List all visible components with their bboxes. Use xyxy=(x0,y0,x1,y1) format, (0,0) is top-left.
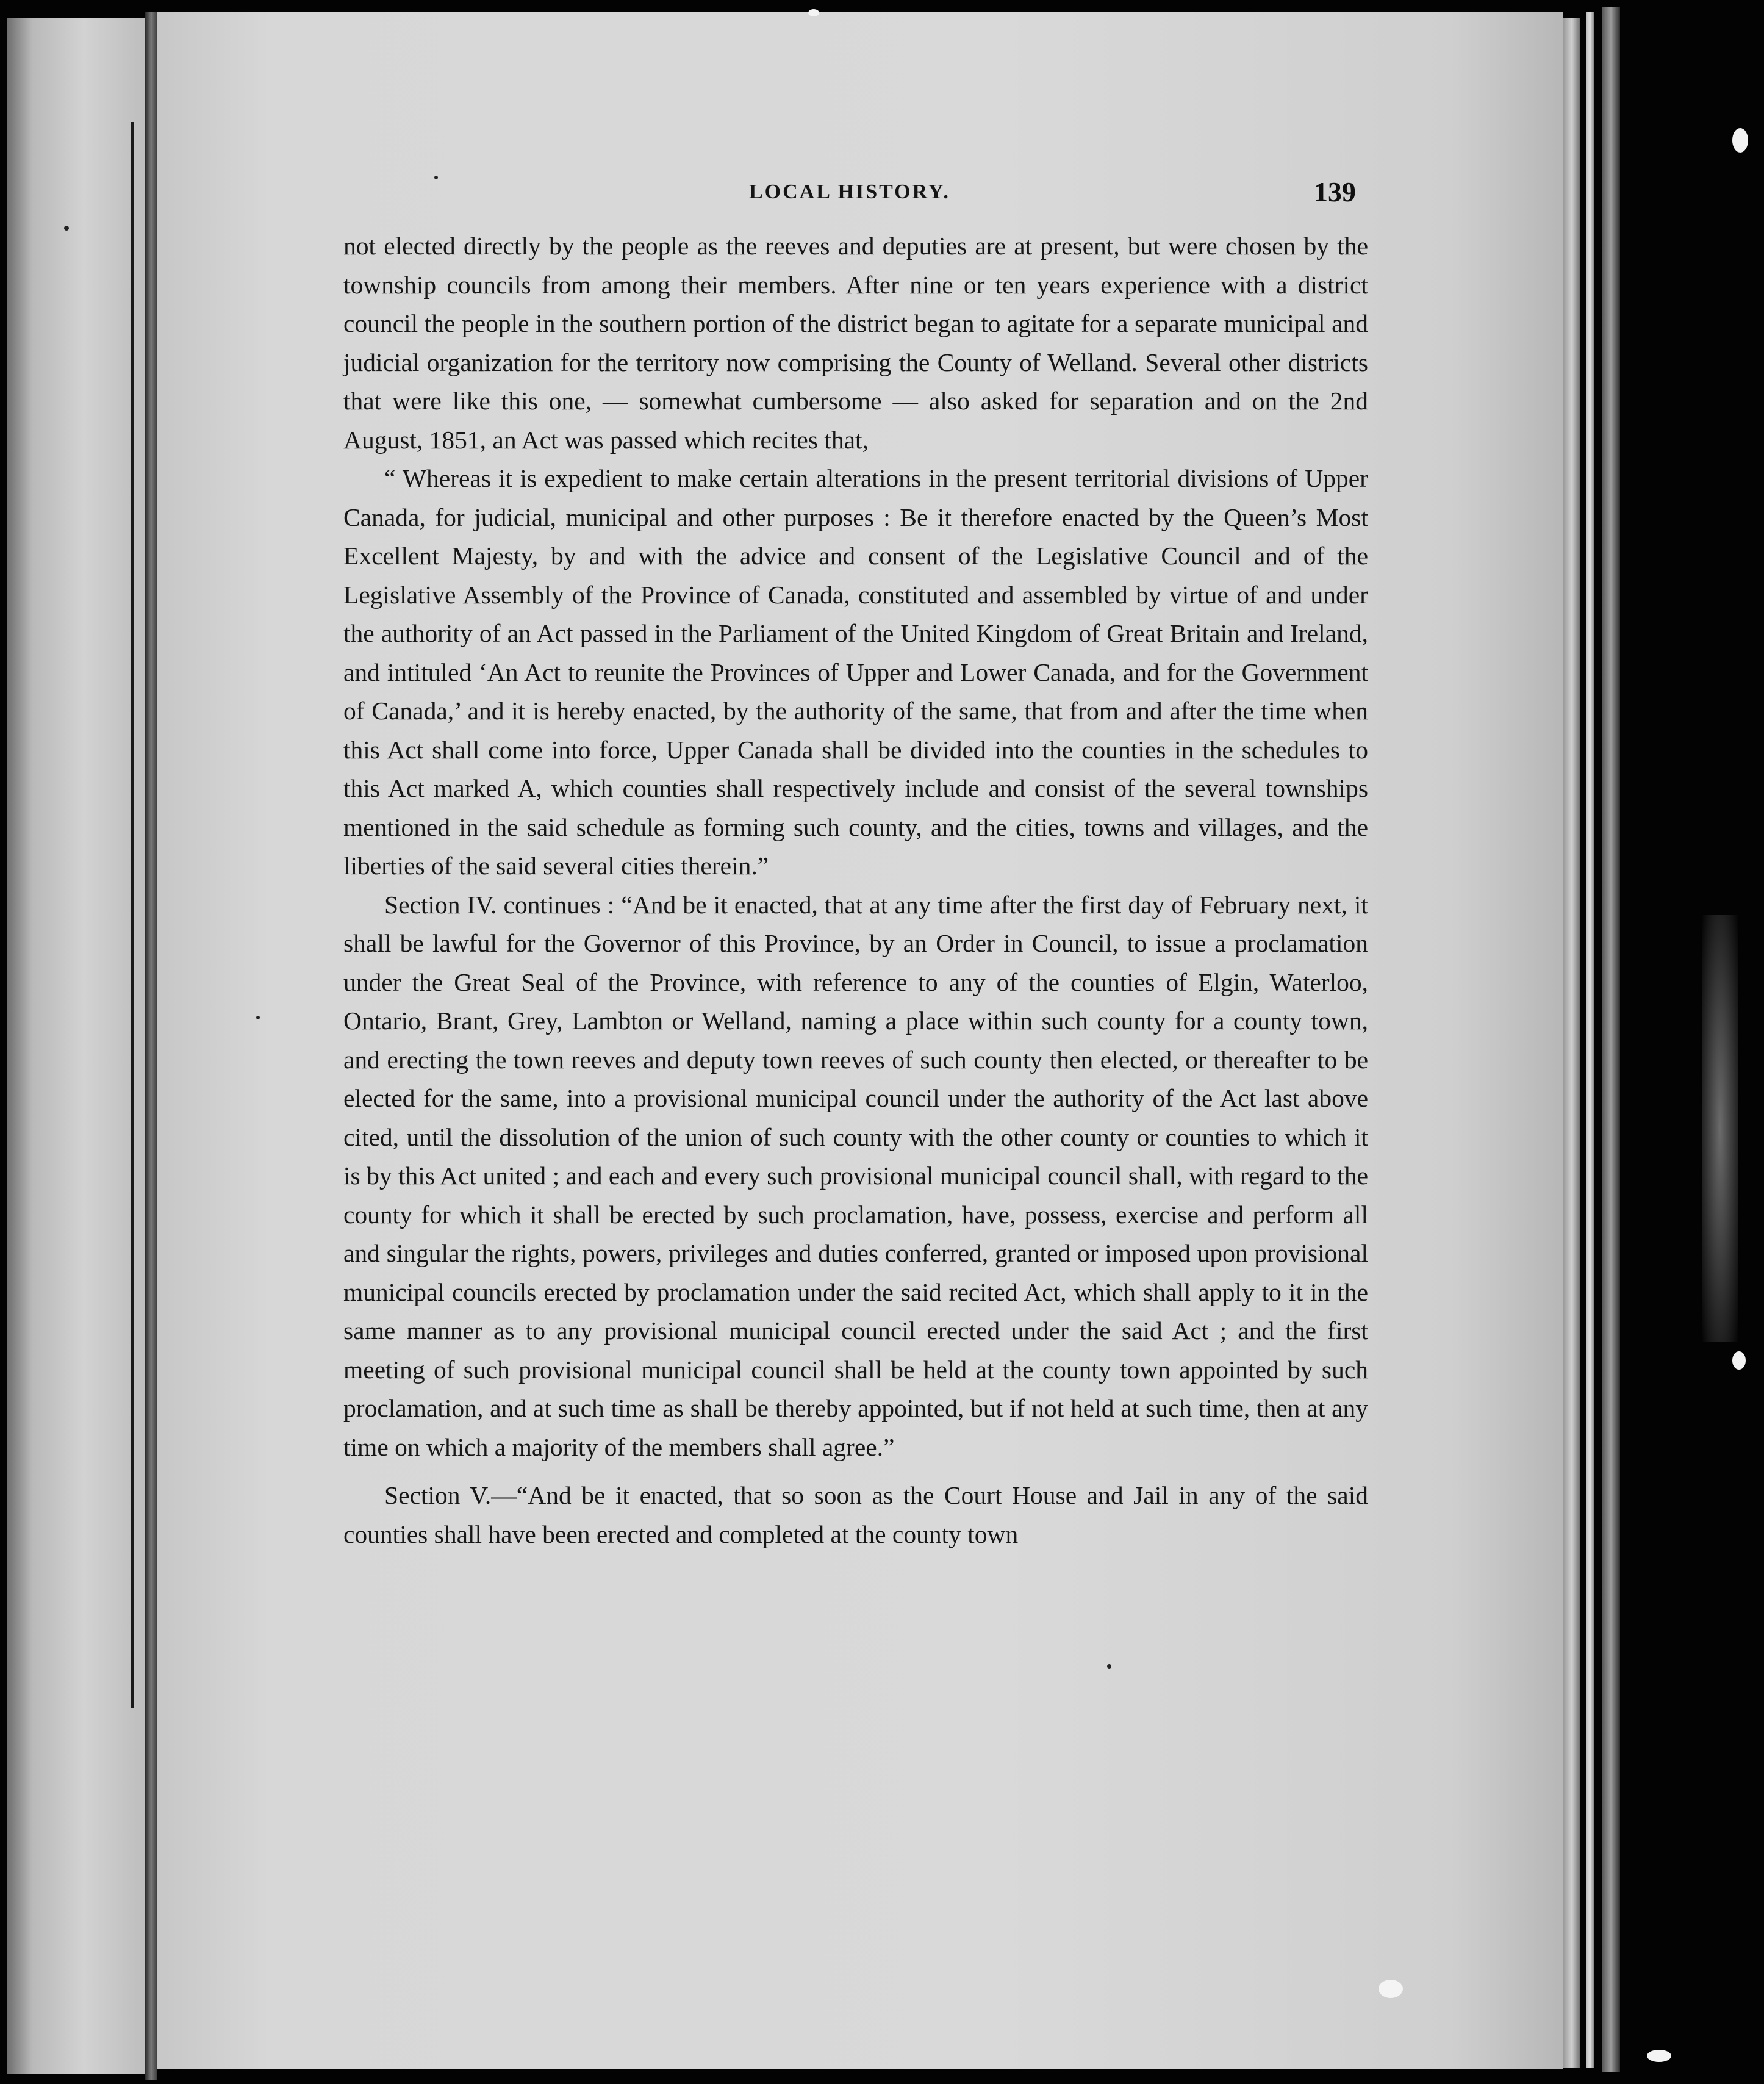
scan-stain xyxy=(1702,915,1738,1342)
scan-speck xyxy=(1107,1664,1111,1669)
binding-shadow xyxy=(131,122,134,1708)
scan-speck xyxy=(1379,1980,1403,1998)
scan-speck xyxy=(64,226,69,231)
book-gutter xyxy=(145,12,157,2080)
scan-speck xyxy=(808,9,819,16)
cover-edge xyxy=(1602,7,1620,2072)
page-header xyxy=(343,176,1368,218)
paragraph: not elected directly by the people as the reeves and deputies are at present, but were chosen by the township councils from among their members. After nine or ten years experience with a district council the people in the southern portion of the district began to agitate for a separate municipal and judicial organization for the territory now comprising the County of Welland. Several other districts that were like this one, — somewhat cumbersome — also asked for separation and on the 2nd August, 1851, an Act was passed which recites that, xyxy=(343,232,1368,454)
paragraph-section-v: Section V.—“And be it enacted, that so soon as the Court House and Jail in any of the said counties shall have been erected and completed at the county town xyxy=(343,1481,1368,1548)
facing-page-edge xyxy=(7,18,146,2074)
scan-speck xyxy=(256,1016,260,1019)
page-edge xyxy=(1563,18,1580,2068)
page-number: 139 xyxy=(1314,176,1356,207)
running-head: LOCAL HISTORY. xyxy=(749,181,950,203)
paragraph-act-quotation: “ Whereas it is expedient to make certain alterations in the present territorial divisions of Upper Canada, for judicial, municipal and other purposes : Be it therefore enacted by the Queen’s Most Excellent Majesty, by and with the advice and consent of the Legislative Council and of the Legislative Assembly of the Province of Canada, constituted and assembled by virtue of and under the authority of an Act passed in the Parliament of the United Kingdom of Great Britain and Ireland, and intituled ‘An Act to reunite the Provinces of Upper and Lower Canada, and for the Government of Canada,’ and it is hereby enacted, by the authority of the same, that from and after the time when this Act shall come into force, Upper Canada shall be divided into the counties in the schedules to this Act marked A, which counties shall respectively include and consist of the several townships mentioned in the said schedule as forming such county, and the cities, towns and villages, and the liberties of the said several cities therein.” xyxy=(343,464,1368,880)
scan-speck xyxy=(1732,1351,1746,1370)
scan-speck xyxy=(434,176,438,179)
paragraph-section-iv: Section IV. continues : “And be it enacted, that at any time after the first day of February next, it shall be lawful for the Governor of this Province, by an Order in Council, to issue a proclamation under the Great Seal of the Province, with reference to any of the counties of Elgin, Waterloo, Ontario, Brant, Grey, Lambton or Welland, naming a place within such county for a county town, and erecting the town reeves and deputy town reeves of such county then elected, or thereafter to be elected for the same, into a provisional municipal council under the authority of the Act last above cited, until the dissolution of the union of such county with the other county or counties to which it is by this Act united ; and each and every such provisional municipal council shall, with regard to the county for which it shall be erected by such proclamation, have, possess, exercise and perform all and singular the rights, powers, privileges and duties conferred, granted or imposed upon provisional municipal councils erected by proclamation under the said recited Act, which shall apply to it in the same manner as to any provisional municipal council erected under the said Act ; and the first meeting of such provisional municipal council shall be held at the county town appointed by such proclamation, and at such time as shall be thereby appointed, but if not held at such time, then at any time on which a majority of the members shall agree.” xyxy=(343,890,1368,1461)
body-text xyxy=(343,227,1368,1554)
page-edge-layer xyxy=(1586,12,1594,2068)
scan-speck xyxy=(1647,2050,1671,2062)
scan-speck xyxy=(1732,128,1748,153)
